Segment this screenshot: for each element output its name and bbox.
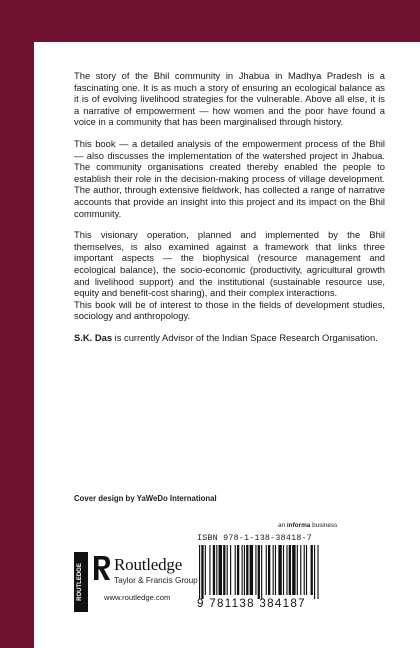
barcode-bar bbox=[304, 545, 305, 595]
barcode-bar bbox=[275, 545, 276, 595]
barcode-bar bbox=[314, 545, 315, 599]
barcode-bar bbox=[317, 545, 318, 599]
barcode-bar bbox=[205, 545, 206, 595]
barcode-bar bbox=[258, 545, 260, 599]
barcode-bar bbox=[300, 545, 301, 595]
barcode-bar bbox=[235, 545, 236, 595]
barcode-bar bbox=[213, 545, 215, 595]
barcode-number: 9 781138 384187 bbox=[197, 597, 306, 610]
barcode-bar bbox=[266, 545, 267, 595]
barcode-bar bbox=[237, 545, 239, 595]
barcode-bar bbox=[223, 545, 225, 595]
informa-prefix: an bbox=[278, 522, 287, 529]
barcode-bar bbox=[306, 545, 307, 595]
barcode-bar bbox=[201, 545, 203, 599]
author-bio bbox=[74, 332, 385, 344]
barcode-bar bbox=[311, 545, 313, 595]
publisher-group: Taylor & Francis Group bbox=[114, 576, 198, 585]
author-name: S.K. Das bbox=[74, 331, 113, 343]
routledge-r-icon bbox=[92, 554, 112, 582]
barcode-bar bbox=[261, 545, 262, 599]
barcode-bar bbox=[199, 545, 200, 599]
barcode-bar bbox=[278, 545, 281, 595]
barcode-bar bbox=[227, 545, 228, 595]
author-bio-text: is currently Advisor of the Indian Space Research Organisation. bbox=[112, 331, 378, 343]
routledge-vertical-logo-text: ROUTLEDGE bbox=[77, 563, 83, 601]
blurb bbox=[74, 70, 385, 353]
barcode-bar bbox=[268, 545, 270, 595]
barcode-bar bbox=[286, 545, 287, 595]
blurb-paragraph-1: The story of the Bhil community in Jhabua in Madhya Pradesh is a fascinating one. It is as much a story of ensuring an ecological balance as it is of evolving livelihood strategies for the vulnerable. Above all else, it is a narrative of empowerment — how women and the poor have found a voice in a community that has been marginalised through history. bbox=[74, 70, 385, 128]
publisher-name: Routledge bbox=[114, 555, 183, 574]
informa-brand: informa bbox=[286, 522, 311, 529]
barcode-bar bbox=[246, 545, 248, 595]
barcode-bar bbox=[216, 545, 217, 595]
barcode-bar bbox=[273, 545, 274, 595]
publisher-website: www.routledge.com bbox=[104, 593, 171, 602]
barcode-bar bbox=[283, 545, 284, 595]
cover-design-credit: Cover design by YaWeDo International bbox=[74, 494, 217, 503]
informa-suffix: business bbox=[310, 522, 338, 529]
blurb-paragraph-3: This visionary operation, planned and implemented by the Bhil themselves, is also examined against a framework that links three important aspects — the biophysical (resource management and ecological balance), the socio-economic (productivity, agricultural growth and livelihood support) and the institutional (sustainable resource use, equity and benefit-cost sharing), and their complex interactions. bbox=[74, 229, 385, 299]
barcode-bar bbox=[230, 545, 231, 595]
blurb-paragraph-2: This book — a detailed analysis of the empowerment process of the Bhil — also discusses the implementation of the watershed project in Jhabua. The community organisations created thereby enabled the people to establish their role in the decision-making process of village development. The author, through extensive fieldwork, has collected a range of narrative accounts that provide an insight into this project and its impact on the Bhil community. bbox=[74, 137, 385, 219]
barcode bbox=[197, 545, 373, 601]
barcode-bar bbox=[289, 545, 291, 595]
isbn: ISBN 978-1-138-38418-7 bbox=[197, 533, 312, 543]
barcode-bar bbox=[219, 545, 222, 595]
barcode-bar bbox=[209, 545, 210, 595]
text-panel bbox=[34, 42, 420, 648]
barcode-bar bbox=[255, 545, 256, 595]
barcode-bar bbox=[297, 545, 298, 595]
barcode-bar bbox=[244, 545, 245, 595]
barcode-bar bbox=[242, 545, 243, 595]
routledge-vertical-logo bbox=[74, 552, 88, 612]
blurb-paragraph-4: This book will be of interest to those in the fields of development studies, sociology and anthropology. bbox=[74, 298, 385, 322]
barcode-bar bbox=[292, 545, 295, 595]
barcode-bar bbox=[250, 545, 253, 595]
informa-business-line bbox=[278, 522, 337, 529]
